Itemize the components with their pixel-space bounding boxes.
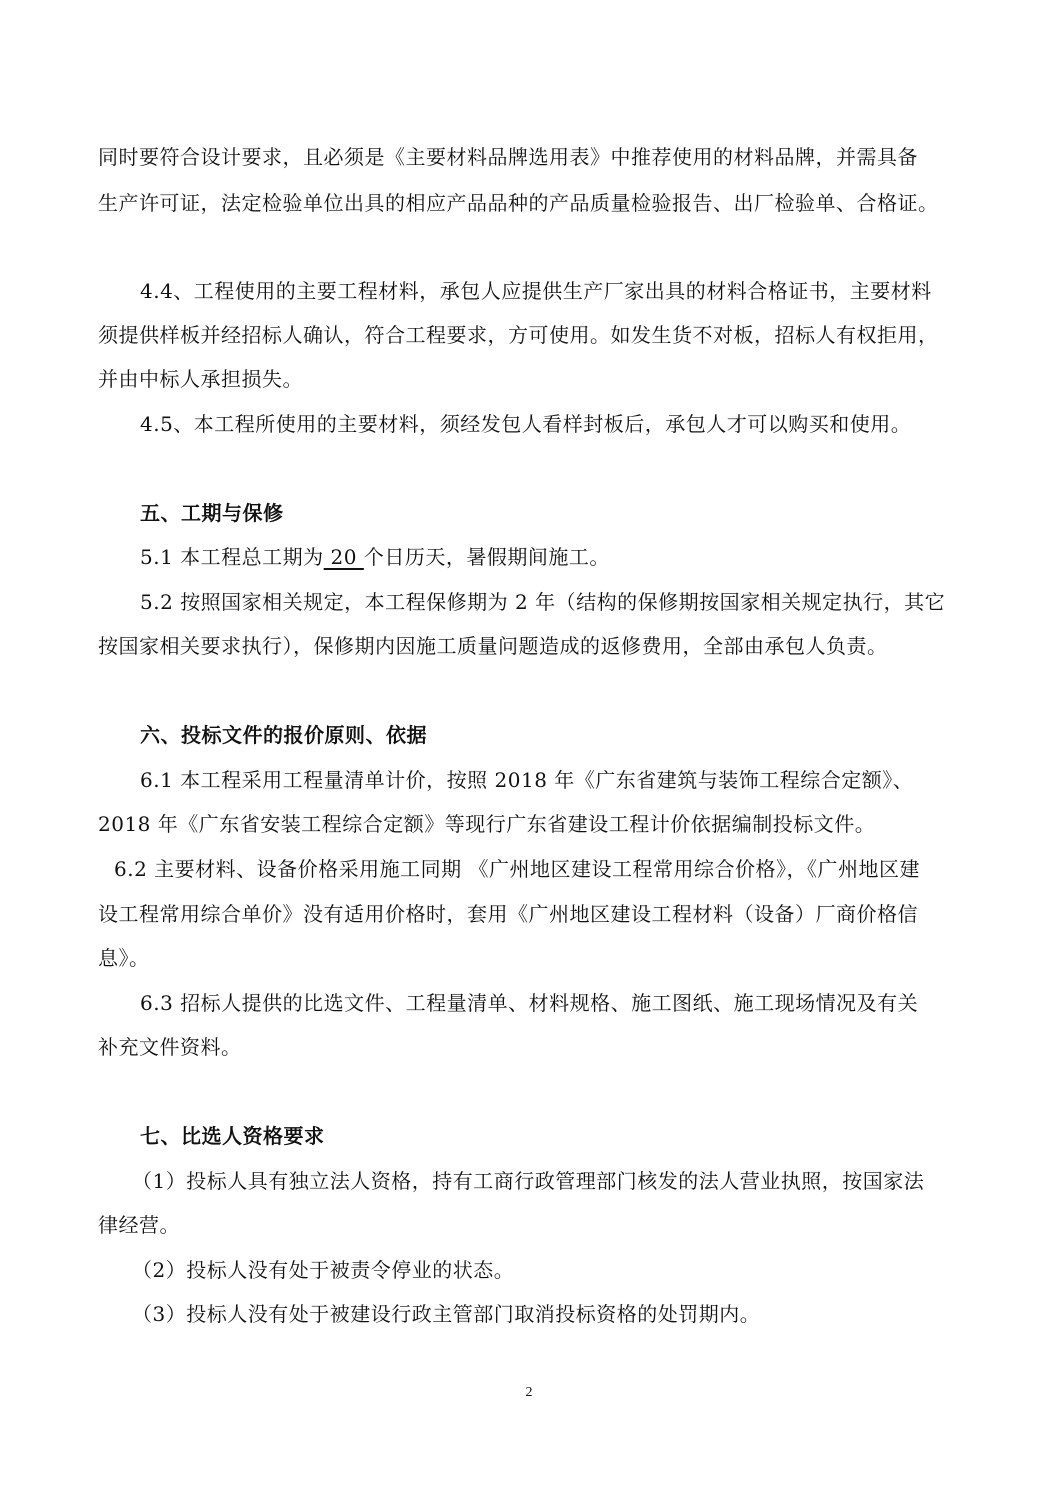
- clause-5-2-line-2: 按国家相关要求执行），保修期内因施工质量问题造成的返修费用，全部由承包人负责。: [98, 634, 888, 658]
- section7-heading: 七、比选人资格要求: [140, 1124, 325, 1148]
- clause-6-2-line-3: 息》。: [98, 946, 150, 970]
- clause-5-1-prefix: 5.1 本工程总工期为: [140, 545, 324, 569]
- clause-6-2-line-1: 6.2 主要材料、设备价格采用施工同期 《广州地区建设工程常用综合价格》，《广州地区建: [114, 857, 921, 881]
- page-number: 2: [525, 1385, 533, 1400]
- section6-heading: 六、投标文件的报价原则、依据: [140, 723, 427, 747]
- clause-5-1-suffix: 个日历天，暑假期间施工。: [363, 545, 610, 569]
- clause-5-2-line-1: 5.2 按照国家相关规定，本工程保修期为 2 年（结构的保修期按国家相关规定执行，其它: [140, 590, 946, 614]
- clause-6-1-line-2: 2018 年《广东省安装工程综合定额》等现行广东省建设工程计价依据编制投标文件。: [98, 812, 876, 836]
- clause-6-2-line-2: 设工程常用综合单价》没有适用价格时，套用《广州地区建设工程材料（设备）厂商价格信: [98, 902, 918, 926]
- section4-continuation-line-1: 同时要符合设计要求，且必须是《主要材料品牌选用表》中推荐使用的材料品牌，并需具备: [98, 145, 918, 169]
- clause-6-1-line-1: 6.1 本工程采用工程量清单计价，按照 2018 年《广东省建筑与装饰工程综合定额》、: [140, 768, 914, 792]
- requirement-1-line-1: （1）投标人具有独立法人资格，持有工商行政管理部门核发的法人营业执照，按国家法: [132, 1169, 925, 1193]
- section4-continuation-line-2: 生产许可证，法定检验单位出具的相应产品品种的产品质量检验报告、出厂检验单、合格证。: [98, 191, 939, 215]
- clause-4-5: 4.5、本工程所使用的主要材料，须经发包人看样封板后，承包人才可以购买和使用。: [140, 412, 912, 436]
- clause-4-4-line-3: 并由中标人承担损失。: [98, 367, 303, 391]
- clause-6-3-line-2: 补充文件资料。: [98, 1035, 242, 1059]
- section5-heading: 五、工期与保修: [140, 501, 284, 525]
- clause-4-4-line-1: 4.4、工程使用的主要工程材料，承包人应提供生产厂家出具的材料合格证书，主要材料: [140, 279, 932, 303]
- requirement-3: （3）投标人没有处于被建设行政主管部门取消投标资格的处罚期内。: [132, 1302, 761, 1326]
- construction-days-value: 20: [323, 545, 364, 569]
- requirement-1-line-2: 律经营。: [98, 1213, 180, 1237]
- requirement-2: （2）投标人没有处于被责令停业的状态。: [132, 1258, 515, 1282]
- clause-5-1: [140, 543, 1020, 571]
- clause-6-3-line-1: 6.3 招标人提供的比选文件、工程量清单、材料规格、施工图纸、施工现场情况及有关: [140, 991, 919, 1015]
- clause-4-4-line-2: 须提供样板并经招标人确认，符合工程要求，方可使用。如发生货不对板，招标人有权拒用，: [98, 323, 939, 347]
